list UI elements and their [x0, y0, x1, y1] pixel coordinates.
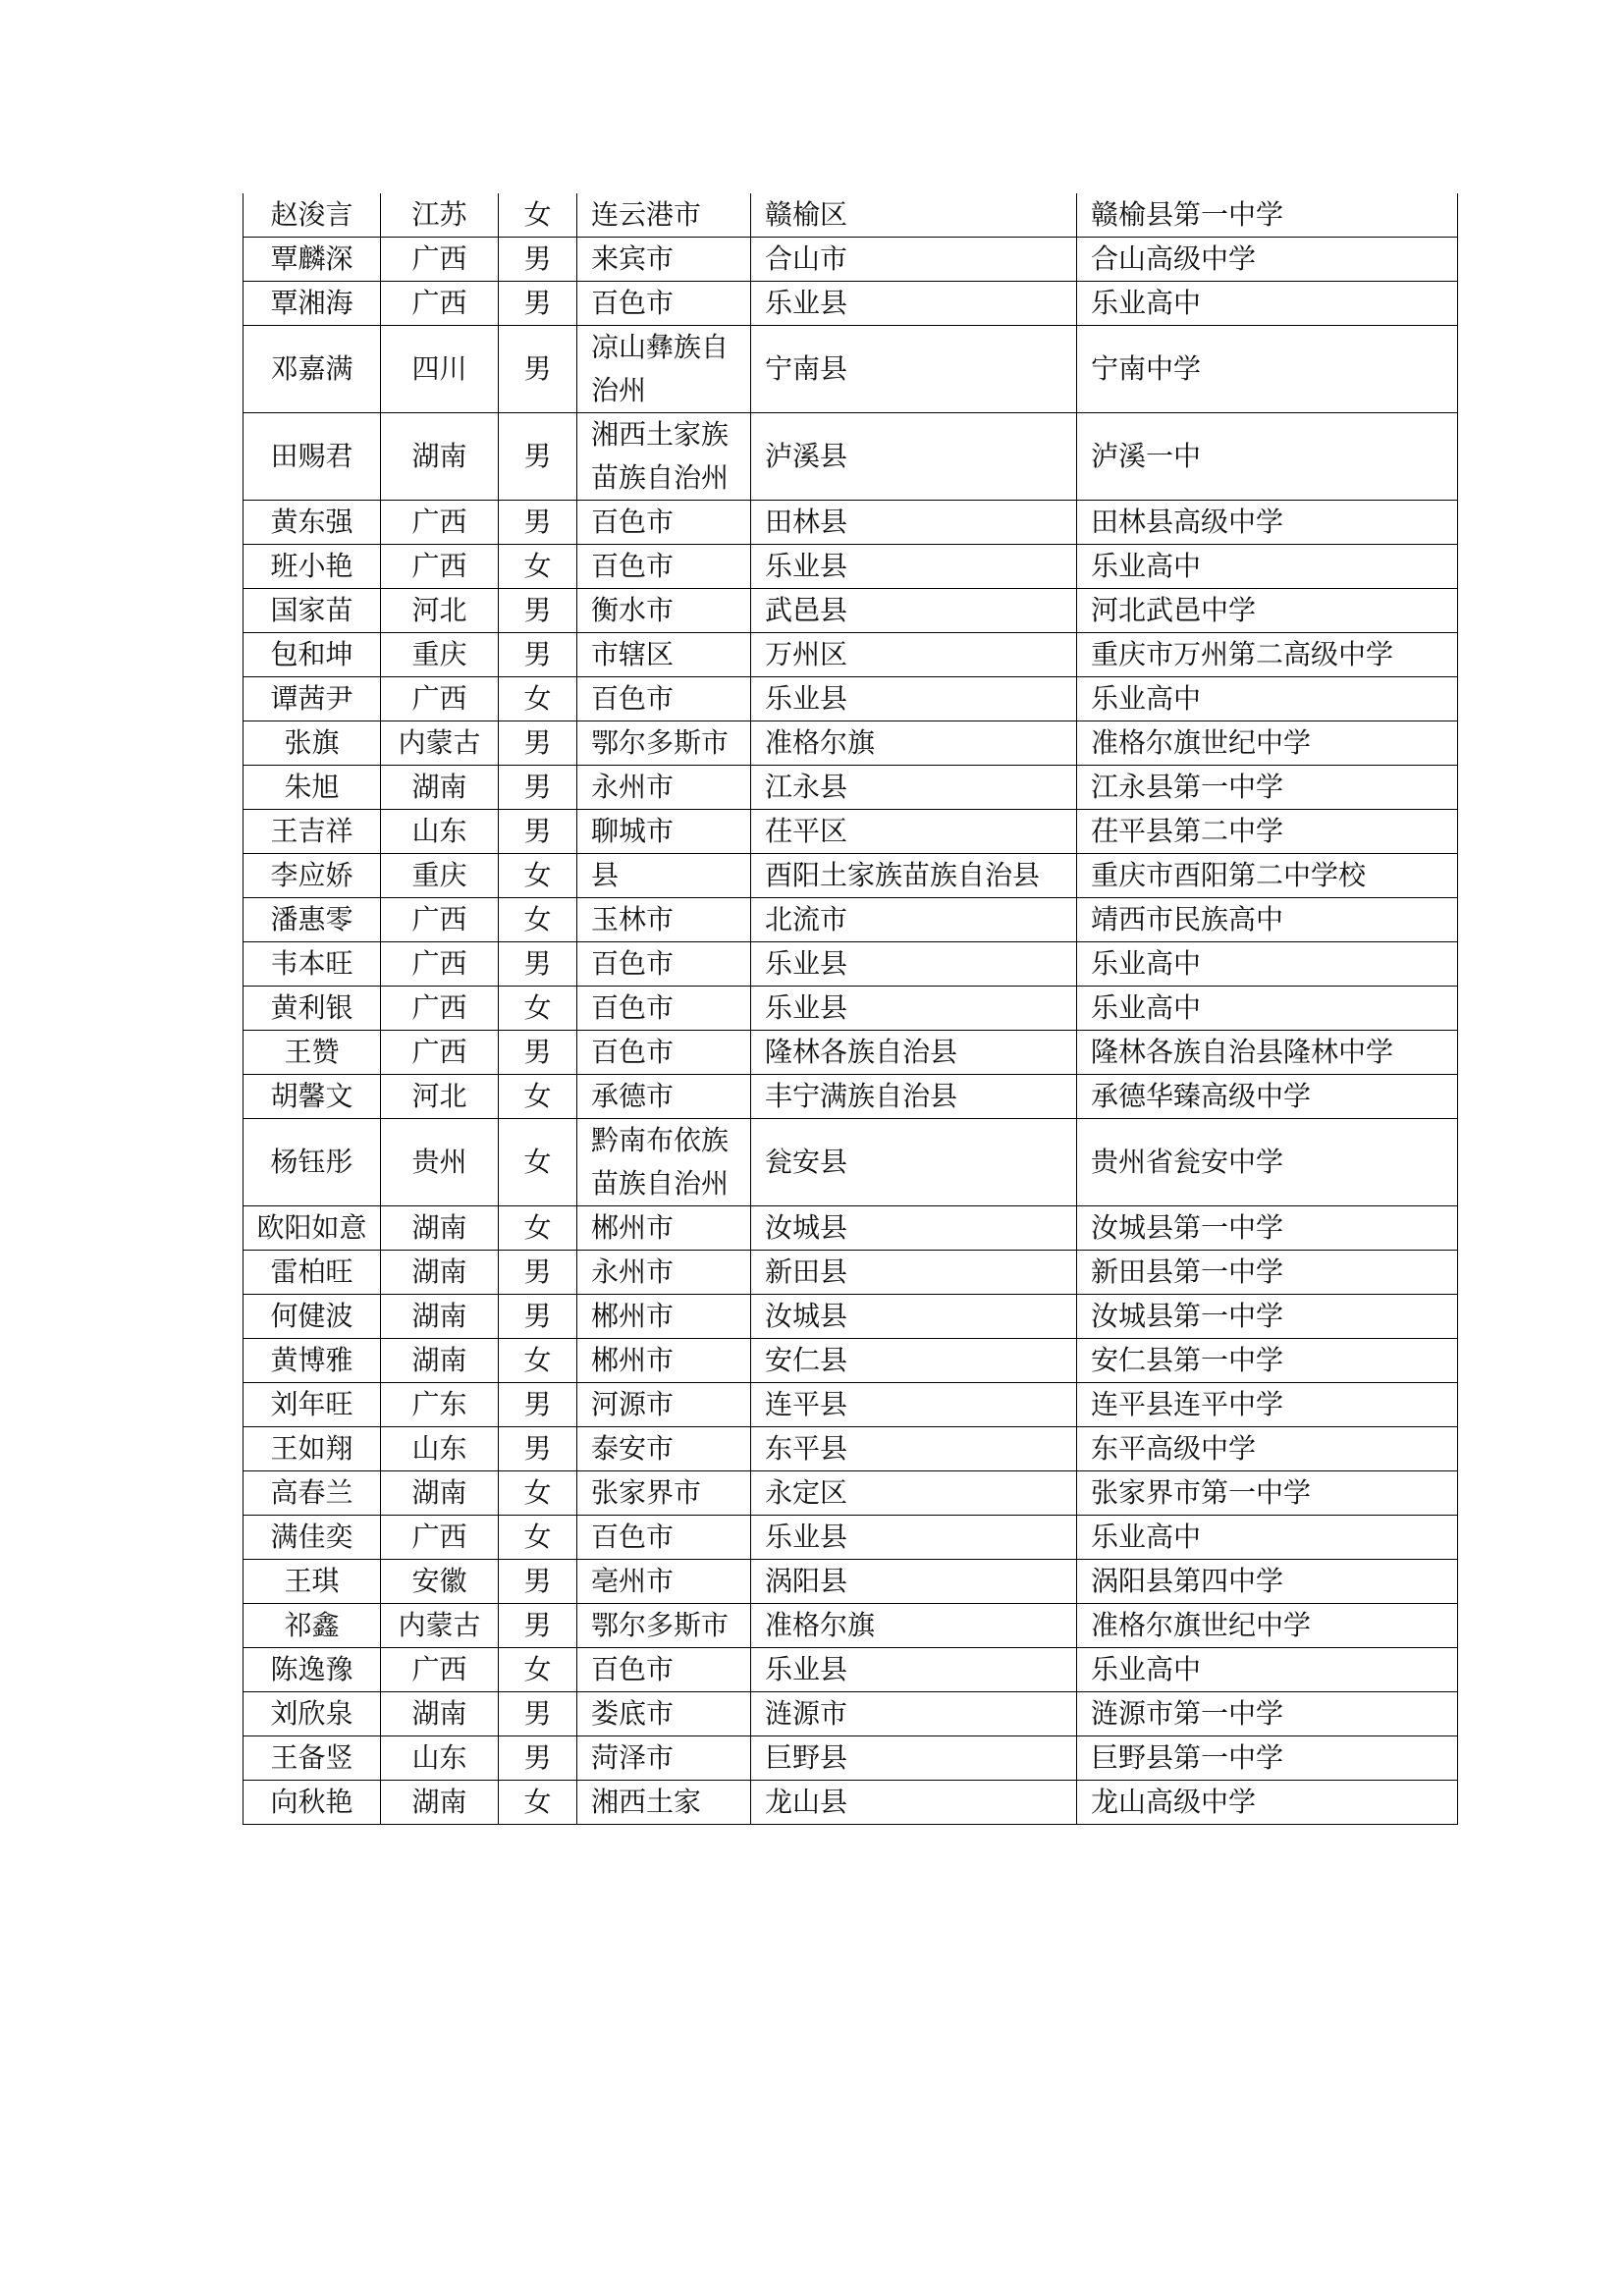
county-cell: 准格尔旗: [751, 1604, 1077, 1648]
city-cell: 永州市: [577, 766, 751, 810]
gender-cell: 男: [499, 501, 577, 545]
province-cell: 广西: [381, 677, 499, 721]
gender-cell: 男: [499, 326, 577, 413]
city-cell: 凉山彝族自治州: [577, 326, 751, 413]
table-row: [244, 545, 1458, 589]
school-cell: 宁南中学: [1077, 326, 1458, 413]
gender-cell: 男: [499, 810, 577, 854]
school-cell: 合山高级中学: [1077, 238, 1458, 282]
name-cell: 王如翔: [244, 1427, 381, 1471]
county-cell: 准格尔旗: [751, 721, 1077, 766]
city-cell: 河源市: [577, 1383, 751, 1427]
school-cell: 承德华臻高级中学: [1077, 1075, 1458, 1119]
province-cell: 广西: [381, 898, 499, 942]
school-cell: 乐业高中: [1077, 677, 1458, 721]
gender-cell: 男: [499, 1560, 577, 1604]
province-cell: 广西: [381, 1031, 499, 1075]
province-cell: 湖南: [381, 766, 499, 810]
name-cell: 黄利银: [244, 987, 381, 1031]
name-cell: 雷柏旺: [244, 1251, 381, 1295]
county-cell: 龙山县: [751, 1781, 1077, 1825]
table-row: [244, 1736, 1458, 1781]
county-cell: 连平县: [751, 1383, 1077, 1427]
city-cell: 承德市: [577, 1075, 751, 1119]
province-cell: 湖南: [381, 1295, 499, 1339]
county-cell: 乐业县: [751, 942, 1077, 987]
province-cell: 广东: [381, 1383, 499, 1427]
gender-cell: 女: [499, 1471, 577, 1516]
table-row: [244, 677, 1458, 721]
province-cell: 广西: [381, 942, 499, 987]
name-cell: 王琪: [244, 1560, 381, 1604]
city-cell: 百色市: [577, 987, 751, 1031]
county-cell: 乐业县: [751, 1516, 1077, 1560]
gender-cell: 女: [499, 898, 577, 942]
table-row: [244, 413, 1458, 501]
city-cell: 郴州市: [577, 1339, 751, 1383]
county-cell: 江永县: [751, 766, 1077, 810]
table-row: [244, 1206, 1458, 1251]
table-row: [244, 282, 1458, 326]
province-cell: 湖南: [381, 1251, 499, 1295]
gender-cell: 女: [499, 987, 577, 1031]
county-cell: 北流市: [751, 898, 1077, 942]
gender-cell: 女: [499, 1119, 577, 1206]
table-row: [244, 766, 1458, 810]
gender-cell: 女: [499, 193, 577, 238]
county-cell: 涟源市: [751, 1692, 1077, 1736]
name-cell: 王备竖: [244, 1736, 381, 1781]
province-cell: 湖南: [381, 1206, 499, 1251]
county-cell: 汝城县: [751, 1206, 1077, 1251]
county-cell: 东平县: [751, 1427, 1077, 1471]
gender-cell: 女: [499, 1206, 577, 1251]
county-cell: 汝城县: [751, 1295, 1077, 1339]
county-cell: 瓮安县: [751, 1119, 1077, 1206]
gender-cell: 男: [499, 282, 577, 326]
county-cell: 丰宁满族自治县: [751, 1075, 1077, 1119]
school-cell: 涡阳县第四中学: [1077, 1560, 1458, 1604]
school-cell: 贵州省瓮安中学: [1077, 1119, 1458, 1206]
county-cell: 武邑县: [751, 589, 1077, 633]
province-cell: 山东: [381, 810, 499, 854]
county-cell: 万州区: [751, 633, 1077, 677]
table-row: [244, 1560, 1458, 1604]
city-cell: 百色市: [577, 942, 751, 987]
city-cell: 湘西土家族苗族自治州: [577, 413, 751, 501]
city-cell: 郴州市: [577, 1206, 751, 1251]
gender-cell: 男: [499, 721, 577, 766]
table-row: [244, 1516, 1458, 1560]
table-row: [244, 193, 1458, 238]
province-cell: 广西: [381, 545, 499, 589]
school-cell: 涟源市第一中学: [1077, 1692, 1458, 1736]
province-cell: 湖南: [381, 1471, 499, 1516]
city-cell: 娄底市: [577, 1692, 751, 1736]
school-cell: 东平高级中学: [1077, 1427, 1458, 1471]
table-row: [244, 1031, 1458, 1075]
school-cell: 江永县第一中学: [1077, 766, 1458, 810]
name-cell: 覃麟深: [244, 238, 381, 282]
city-cell: 泰安市: [577, 1427, 751, 1471]
gender-cell: 男: [499, 589, 577, 633]
county-cell: 永定区: [751, 1471, 1077, 1516]
province-cell: 广西: [381, 987, 499, 1031]
name-cell: 黄东强: [244, 501, 381, 545]
province-cell: 湖南: [381, 1781, 499, 1825]
table-row: [244, 238, 1458, 282]
gender-cell: 女: [499, 854, 577, 898]
county-cell: 宁南县: [751, 326, 1077, 413]
name-cell: 韦本旺: [244, 942, 381, 987]
province-cell: 河北: [381, 1075, 499, 1119]
city-cell: 百色市: [577, 1516, 751, 1560]
name-cell: 向秋艳: [244, 1781, 381, 1825]
province-cell: 内蒙古: [381, 1604, 499, 1648]
city-cell: 亳州市: [577, 1560, 751, 1604]
gender-cell: 女: [499, 1339, 577, 1383]
gender-cell: 男: [499, 1031, 577, 1075]
province-cell: 重庆: [381, 633, 499, 677]
city-cell: 菏泽市: [577, 1736, 751, 1781]
province-cell: 重庆: [381, 854, 499, 898]
school-cell: 连平县连平中学: [1077, 1383, 1458, 1427]
name-cell: 谭茜尹: [244, 677, 381, 721]
name-cell: 赵浚言: [244, 193, 381, 238]
table-row: [244, 1781, 1458, 1825]
gender-cell: 男: [499, 1692, 577, 1736]
county-cell: 乐业县: [751, 1648, 1077, 1692]
county-cell: 赣榆区: [751, 193, 1077, 238]
county-cell: 隆林各族自治县: [751, 1031, 1077, 1075]
province-cell: 山东: [381, 1427, 499, 1471]
gender-cell: 男: [499, 1604, 577, 1648]
province-cell: 安徽: [381, 1560, 499, 1604]
gender-cell: 男: [499, 633, 577, 677]
province-cell: 广西: [381, 1648, 499, 1692]
student-table: [243, 193, 1458, 1825]
gender-cell: 男: [499, 766, 577, 810]
city-cell: 百色市: [577, 1648, 751, 1692]
city-cell: 聊城市: [577, 810, 751, 854]
school-cell: 乐业高中: [1077, 987, 1458, 1031]
name-cell: 田赐君: [244, 413, 381, 501]
gender-cell: 男: [499, 1427, 577, 1471]
city-cell: 衡水市: [577, 589, 751, 633]
gender-cell: 男: [499, 1736, 577, 1781]
school-cell: 重庆市酉阳第二中学校: [1077, 854, 1458, 898]
table-row: [244, 1339, 1458, 1383]
school-cell: 巨野县第一中学: [1077, 1736, 1458, 1781]
province-cell: 广西: [381, 282, 499, 326]
school-cell: 安仁县第一中学: [1077, 1339, 1458, 1383]
city-cell: 百色市: [577, 545, 751, 589]
gender-cell: 男: [499, 413, 577, 501]
school-cell: 汝城县第一中学: [1077, 1206, 1458, 1251]
school-cell: 赣榆县第一中学: [1077, 193, 1458, 238]
school-cell: 张家界市第一中学: [1077, 1471, 1458, 1516]
table-row: [244, 721, 1458, 766]
city-cell: 鄂尔多斯市: [577, 721, 751, 766]
table-body: [244, 193, 1458, 1825]
city-cell: 郴州市: [577, 1295, 751, 1339]
name-cell: 潘惠零: [244, 898, 381, 942]
name-cell: 胡馨文: [244, 1075, 381, 1119]
county-cell: 乐业县: [751, 677, 1077, 721]
province-cell: 湖南: [381, 1692, 499, 1736]
county-cell: 安仁县: [751, 1339, 1077, 1383]
table-row: [244, 1427, 1458, 1471]
name-cell: 杨钰彤: [244, 1119, 381, 1206]
city-cell: 永州市: [577, 1251, 751, 1295]
name-cell: 欧阳如意: [244, 1206, 381, 1251]
name-cell: 包和坤: [244, 633, 381, 677]
city-cell: 来宾市: [577, 238, 751, 282]
school-cell: 河北武邑中学: [1077, 589, 1458, 633]
name-cell: 邓嘉满: [244, 326, 381, 413]
name-cell: 张旗: [244, 721, 381, 766]
city-cell: 湘西土家: [577, 1781, 751, 1825]
name-cell: 何健波: [244, 1295, 381, 1339]
table-row: [244, 1119, 1458, 1206]
gender-cell: 男: [499, 1383, 577, 1427]
county-cell: 涡阳县: [751, 1560, 1077, 1604]
name-cell: 刘年旺: [244, 1383, 381, 1427]
gender-cell: 男: [499, 1295, 577, 1339]
name-cell: 黄博雅: [244, 1339, 381, 1383]
school-cell: 乐业高中: [1077, 282, 1458, 326]
gender-cell: 女: [499, 1781, 577, 1825]
province-cell: 广西: [381, 1516, 499, 1560]
gender-cell: 女: [499, 1648, 577, 1692]
school-cell: 田林县高级中学: [1077, 501, 1458, 545]
county-cell: 乐业县: [751, 987, 1077, 1031]
county-cell: 合山市: [751, 238, 1077, 282]
province-cell: 湖南: [381, 413, 499, 501]
city-cell: 张家界市: [577, 1471, 751, 1516]
name-cell: 满佳奕: [244, 1516, 381, 1560]
county-cell: 茌平区: [751, 810, 1077, 854]
city-cell: 百色市: [577, 501, 751, 545]
school-cell: 乐业高中: [1077, 1516, 1458, 1560]
city-cell: 黔南布依族苗族自治州: [577, 1119, 751, 1206]
school-cell: 茌平县第二中学: [1077, 810, 1458, 854]
province-cell: 江苏: [381, 193, 499, 238]
province-cell: 内蒙古: [381, 721, 499, 766]
school-cell: 乐业高中: [1077, 545, 1458, 589]
gender-cell: 男: [499, 1251, 577, 1295]
county-cell: 新田县: [751, 1251, 1077, 1295]
province-cell: 湖南: [381, 1339, 499, 1383]
school-cell: 隆林各族自治县隆林中学: [1077, 1031, 1458, 1075]
county-cell: 乐业县: [751, 282, 1077, 326]
table-row: [244, 1295, 1458, 1339]
city-cell: 县: [577, 854, 751, 898]
school-cell: 重庆市万州第二高级中学: [1077, 633, 1458, 677]
name-cell: 王赞: [244, 1031, 381, 1075]
city-cell: 鄂尔多斯市: [577, 1604, 751, 1648]
table-row: [244, 1648, 1458, 1692]
province-cell: 山东: [381, 1736, 499, 1781]
table-row: [244, 1075, 1458, 1119]
city-cell: 百色市: [577, 1031, 751, 1075]
school-cell: 靖西市民族高中: [1077, 898, 1458, 942]
table-row: [244, 854, 1458, 898]
table-row: [244, 810, 1458, 854]
name-cell: 覃湘海: [244, 282, 381, 326]
school-cell: 龙山高级中学: [1077, 1781, 1458, 1825]
school-cell: 泸溪一中: [1077, 413, 1458, 501]
gender-cell: 男: [499, 238, 577, 282]
table-row: [244, 1251, 1458, 1295]
school-cell: 乐业高中: [1077, 1648, 1458, 1692]
county-cell: 泸溪县: [751, 413, 1077, 501]
gender-cell: 女: [499, 1075, 577, 1119]
table-row: [244, 1604, 1458, 1648]
province-cell: 四川: [381, 326, 499, 413]
name-cell: 朱旭: [244, 766, 381, 810]
county-cell: 巨野县: [751, 1736, 1077, 1781]
name-cell: 祁鑫: [244, 1604, 381, 1648]
province-cell: 广西: [381, 501, 499, 545]
school-cell: 准格尔旗世纪中学: [1077, 721, 1458, 766]
city-cell: 玉林市: [577, 898, 751, 942]
table-row: [244, 326, 1458, 413]
city-cell: 连云港市: [577, 193, 751, 238]
city-cell: 市辖区: [577, 633, 751, 677]
table-row: [244, 898, 1458, 942]
name-cell: 班小艳: [244, 545, 381, 589]
school-cell: 汝城县第一中学: [1077, 1295, 1458, 1339]
city-cell: 百色市: [577, 282, 751, 326]
table-row: [244, 942, 1458, 987]
gender-cell: 女: [499, 545, 577, 589]
gender-cell: 男: [499, 942, 577, 987]
table-row: [244, 1471, 1458, 1516]
county-cell: 酉阳土家族苗族自治县: [751, 854, 1077, 898]
name-cell: 李应娇: [244, 854, 381, 898]
table-row: [244, 987, 1458, 1031]
name-cell: 高春兰: [244, 1471, 381, 1516]
county-cell: 田林县: [751, 501, 1077, 545]
school-cell: 准格尔旗世纪中学: [1077, 1604, 1458, 1648]
table-row: [244, 1383, 1458, 1427]
gender-cell: 女: [499, 1516, 577, 1560]
name-cell: 王吉祥: [244, 810, 381, 854]
province-cell: 河北: [381, 589, 499, 633]
name-cell: 刘欣泉: [244, 1692, 381, 1736]
name-cell: 国家苗: [244, 589, 381, 633]
county-cell: 乐业县: [751, 545, 1077, 589]
school-cell: 新田县第一中学: [1077, 1251, 1458, 1295]
province-cell: 广西: [381, 238, 499, 282]
table-row: [244, 589, 1458, 633]
table-row: [244, 633, 1458, 677]
table-row: [244, 1692, 1458, 1736]
city-cell: 百色市: [577, 677, 751, 721]
gender-cell: 女: [499, 677, 577, 721]
school-cell: 乐业高中: [1077, 942, 1458, 987]
table-row: [244, 501, 1458, 545]
name-cell: 陈逸豫: [244, 1648, 381, 1692]
province-cell: 贵州: [381, 1119, 499, 1206]
